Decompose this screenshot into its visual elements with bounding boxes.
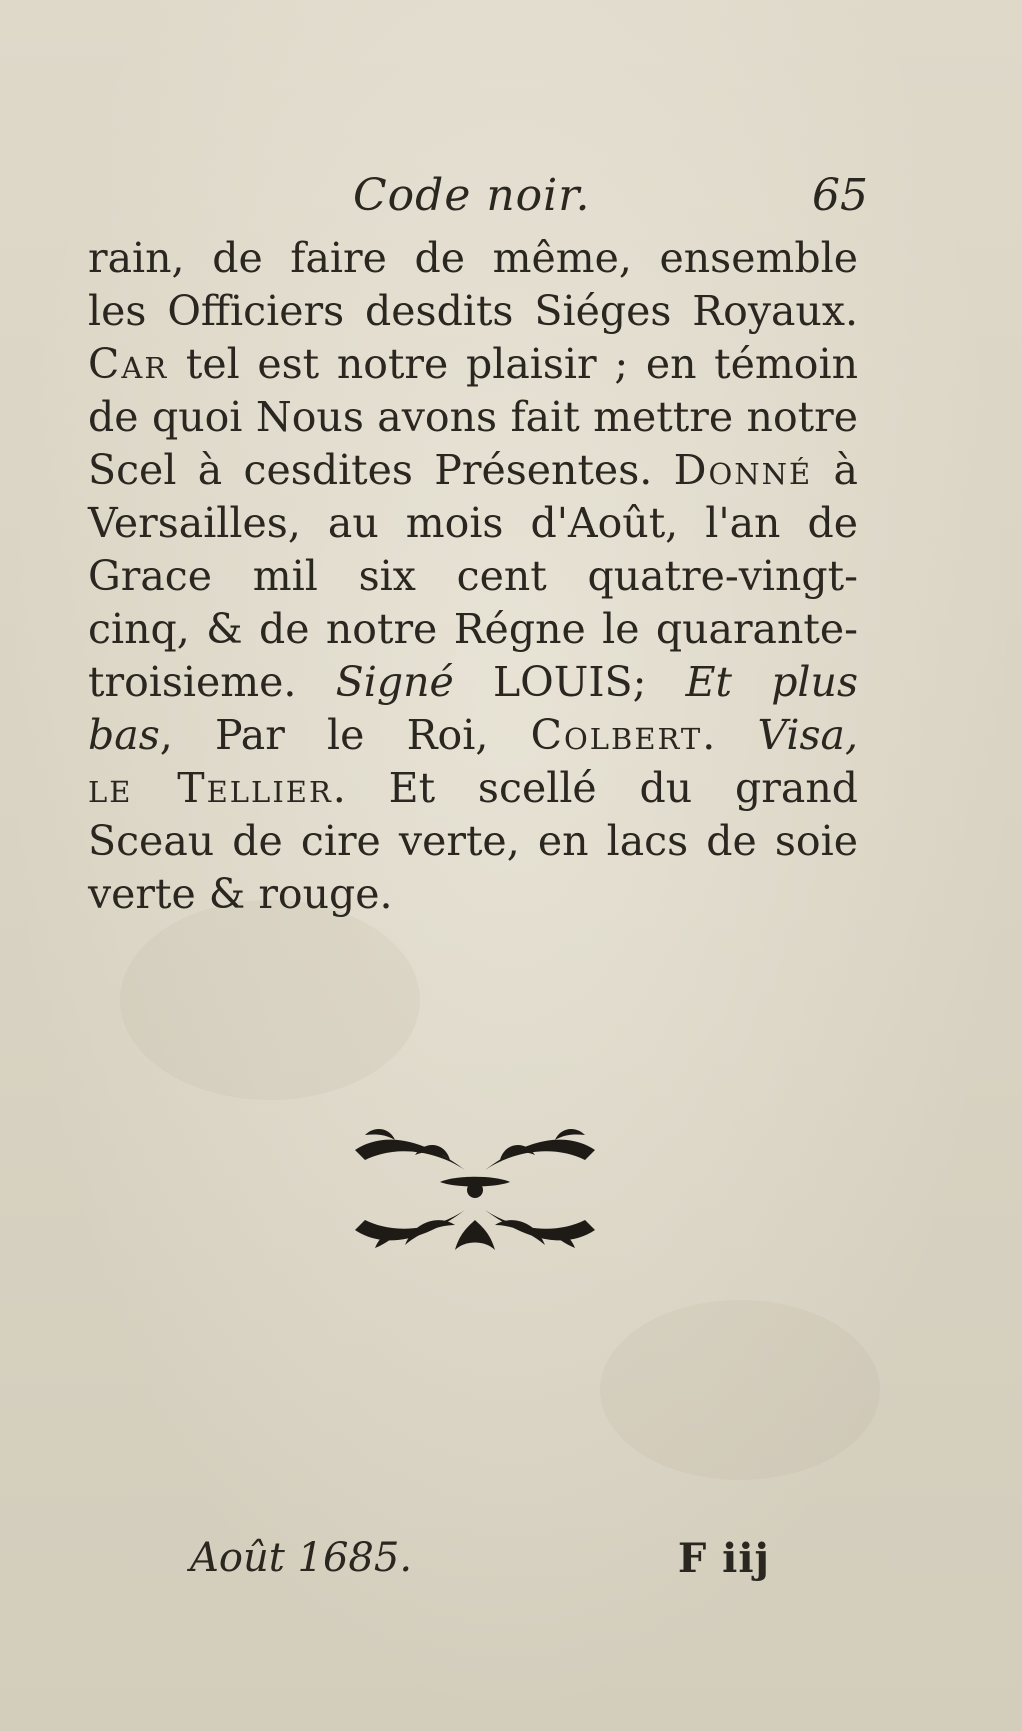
page-number: 65 [812,170,868,221]
text-line: verte & rouge. [88,870,393,918]
small-caps-word: le Tellier [88,764,333,812]
italic-word: Visa, [757,711,858,759]
running-head: Code noir. [353,170,591,221]
text-line: de quoi Nous avons fait mettre notre [88,393,858,441]
text-segment: troisieme. [88,658,336,706]
small-caps-word: Car [88,340,169,388]
text-line: cinq, & de notre Régne le quarante- [88,605,858,653]
paper-stain [120,900,420,1100]
text-line [88,709,858,762]
small-caps-word: Colbert [530,711,703,759]
text-line: les Officiers desdits Siéges Royaux. [88,287,858,335]
text-segment: , Par le Roi, [159,711,531,759]
italic-word: Signé [335,658,454,706]
text-line: Sceau de cire verte, en lacs de soie [88,817,858,865]
page-footer [190,1535,770,1595]
small-caps-word: Donné [673,446,813,494]
text-segment: tel est notre plaisir ; en témoin [168,340,858,388]
italic-word: Et plus [685,658,858,706]
text-segment: . Et scellé du grand [332,764,858,812]
text-line: Versailles, au mois d'Août, l'an de [88,499,858,547]
signature-mark: F iij [677,1535,770,1582]
footer-date: Août 1685. [190,1535,413,1581]
text-line: rain, de faire de même, ensemble [88,234,858,282]
italic-word: bas [88,711,160,759]
text-segment: LOUIS; [453,658,686,706]
text-line [88,762,858,815]
body-text [88,232,858,921]
text-segment: Scel à cesdites Présentes. [88,446,674,494]
text-line [88,444,858,497]
ornament-fleuron-icon [345,1120,605,1260]
text-line [88,338,858,391]
text-line: Grace mil six cent quatre-vingt- [88,552,858,600]
text-line [88,656,858,709]
text-segment: à [812,446,858,494]
paper-stain [600,1300,880,1480]
page-header [88,170,868,226]
text-segment: . [702,711,758,759]
